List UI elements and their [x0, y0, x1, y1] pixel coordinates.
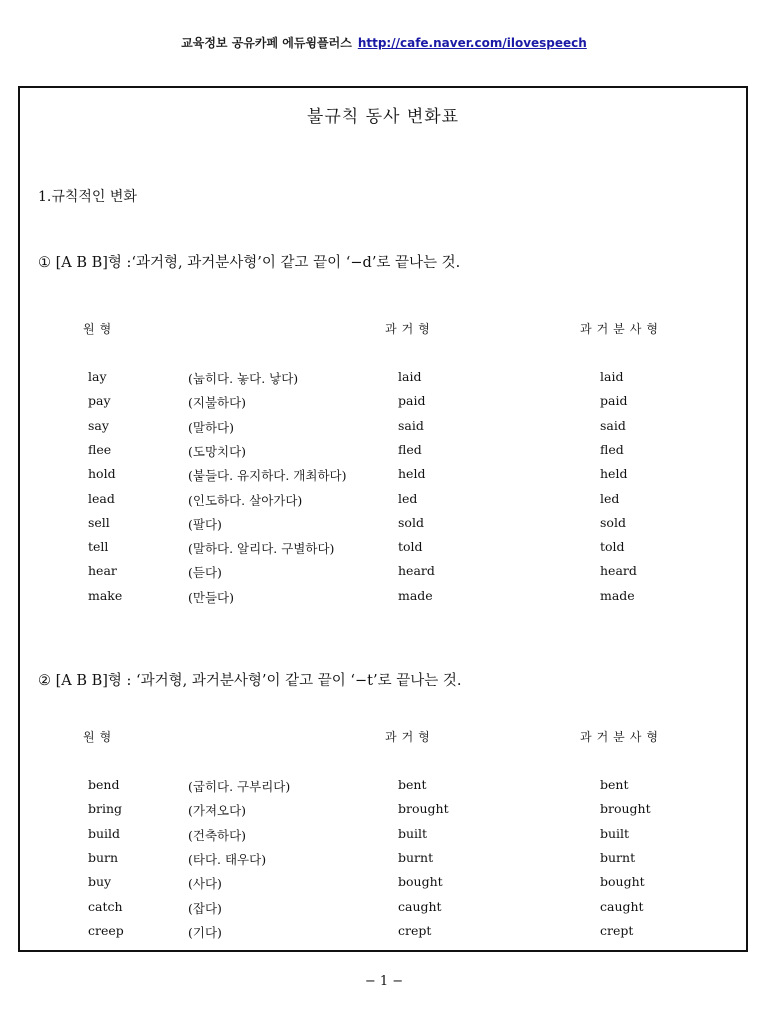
verb-past: said — [398, 417, 424, 433]
verb-base: bring — [88, 801, 123, 817]
verb-past: made — [398, 587, 433, 603]
table-row — [20, 393, 746, 417]
verb-meaning: (건축하다) — [188, 827, 247, 843]
verb-base: buy — [88, 874, 112, 890]
table-row — [20, 466, 746, 490]
verb-base: build — [88, 825, 121, 841]
verb-meaning: (듣다) — [188, 565, 222, 581]
verb-base: lay — [88, 369, 107, 384]
verb-past-participle: fled — [600, 441, 624, 457]
verb-meaning: (눕히다. 놓다. 낳다) — [188, 371, 299, 386]
table-row — [20, 777, 746, 801]
verb-past: bent — [398, 777, 427, 792]
verb-meaning: (잡다) — [188, 900, 222, 916]
verb-past: burnt — [398, 849, 434, 865]
header-text: 교육정보 공유카페 에듀윙플러스 — [181, 36, 352, 50]
verb-meaning: (지불하다) — [188, 395, 247, 411]
verb-past-participle: sold — [600, 514, 626, 530]
verb-meaning: (가져오다) — [188, 803, 247, 819]
verb-past-participle: told — [600, 539, 625, 555]
table-row — [20, 515, 746, 539]
verb-past-participle: led — [600, 490, 620, 506]
verb-meaning: (말하다) — [188, 419, 234, 435]
verb-past-participle: paid — [600, 393, 628, 409]
verb-base: hear — [88, 563, 117, 579]
table-row — [20, 491, 746, 515]
verb-base: hold — [88, 466, 116, 482]
table-row — [20, 874, 746, 898]
verb-past-participle: caught — [600, 898, 644, 914]
verb-base: sell — [88, 514, 110, 530]
verb-past-participle: heard — [600, 563, 637, 579]
verb-meaning: (만들다) — [188, 589, 234, 605]
verb-meaning: (팔다) — [188, 516, 222, 532]
verb-past: crept — [398, 922, 432, 938]
column-header-past-participle: 과거분사형 — [580, 322, 663, 336]
verb-base: catch — [88, 898, 123, 914]
verb-meaning: (타다. 태우다) — [188, 851, 267, 867]
verb-base: creep — [88, 922, 124, 938]
verb-base: say — [88, 417, 109, 433]
page-number: − 1 − — [364, 974, 404, 989]
rule-1-heading: ① [A B B]형 :‘과거형, 과거분사형’이 같고 끝이 ‘−d’로 끝나는 것. — [38, 255, 461, 271]
table-row — [20, 588, 746, 612]
verb-past: caught — [398, 898, 442, 914]
verb-past: paid — [398, 393, 426, 409]
verb-base: burn — [88, 849, 119, 865]
section-heading: 1.규칙적인 변화 — [38, 189, 137, 205]
verb-past-participle: said — [600, 417, 626, 433]
document-frame — [18, 86, 748, 952]
verb-base: flee — [88, 441, 112, 457]
verb-past: built — [398, 825, 428, 841]
table-row — [20, 850, 746, 874]
verb-past-participle: laid — [600, 369, 624, 384]
verb-meaning: (굽히다. 구부리다) — [188, 779, 291, 794]
table-row — [20, 369, 746, 393]
verb-past: held — [398, 466, 426, 482]
table-row — [20, 539, 746, 563]
table-row — [20, 563, 746, 587]
table-row — [20, 418, 746, 442]
verb-base: tell — [88, 539, 109, 555]
verb-past: heard — [398, 563, 435, 579]
verb-meaning: (붙들다. 유지하다. 개최하다) — [188, 468, 347, 484]
verb-meaning: (기다) — [188, 924, 222, 940]
verb-past: fled — [398, 441, 422, 457]
verb-base: bend — [88, 777, 120, 792]
verb-past-participle: crept — [600, 922, 634, 938]
verb-past: bought — [398, 874, 443, 890]
verb-meaning: (인도하다. 살아가다) — [188, 492, 303, 508]
table-row — [20, 826, 746, 850]
table-row — [20, 899, 746, 923]
table-row — [20, 442, 746, 466]
verb-past-participle: bought — [600, 874, 645, 890]
verb-base: make — [88, 587, 123, 603]
verb-past-participle: held — [600, 466, 628, 482]
table-row — [20, 801, 746, 825]
verb-past: told — [398, 539, 423, 555]
verb-past-participle: built — [600, 825, 630, 841]
column-header-base: 원형 — [83, 730, 117, 744]
column-header-past-participle: 과거분사형 — [580, 730, 663, 744]
verb-base: lead — [88, 490, 115, 506]
verb-past: brought — [398, 801, 449, 817]
verb-past-participle: burnt — [600, 849, 636, 865]
verb-past-participle: bent — [600, 777, 629, 792]
verb-meaning: (도망치다) — [188, 443, 247, 459]
page-header — [0, 34, 768, 51]
column-header-past: 과거형 — [385, 322, 435, 336]
verb-meaning: (사다) — [188, 876, 222, 892]
document-title: 불규칙 동사 변화표 — [306, 107, 460, 127]
verb-base: pay — [88, 393, 111, 409]
column-header-past: 과거형 — [385, 730, 435, 744]
cafe-link[interactable]: http://cafe.naver.com/ilovespeech — [357, 36, 587, 50]
rule-2-heading: ② [A B B]형 : ‘과거형, 과거분사형’이 같고 끝이 ‘−t’로 끝나는 것. — [38, 673, 462, 689]
verb-past-participle: brought — [600, 801, 651, 817]
verb-past: laid — [398, 369, 422, 384]
verb-past: led — [398, 490, 418, 506]
verb-past-participle: made — [600, 587, 635, 603]
verb-meaning: (말하다. 알리다. 구별하다) — [188, 541, 335, 557]
column-header-base: 원형 — [83, 322, 117, 336]
verb-past: sold — [398, 514, 424, 530]
table-row — [20, 923, 746, 947]
